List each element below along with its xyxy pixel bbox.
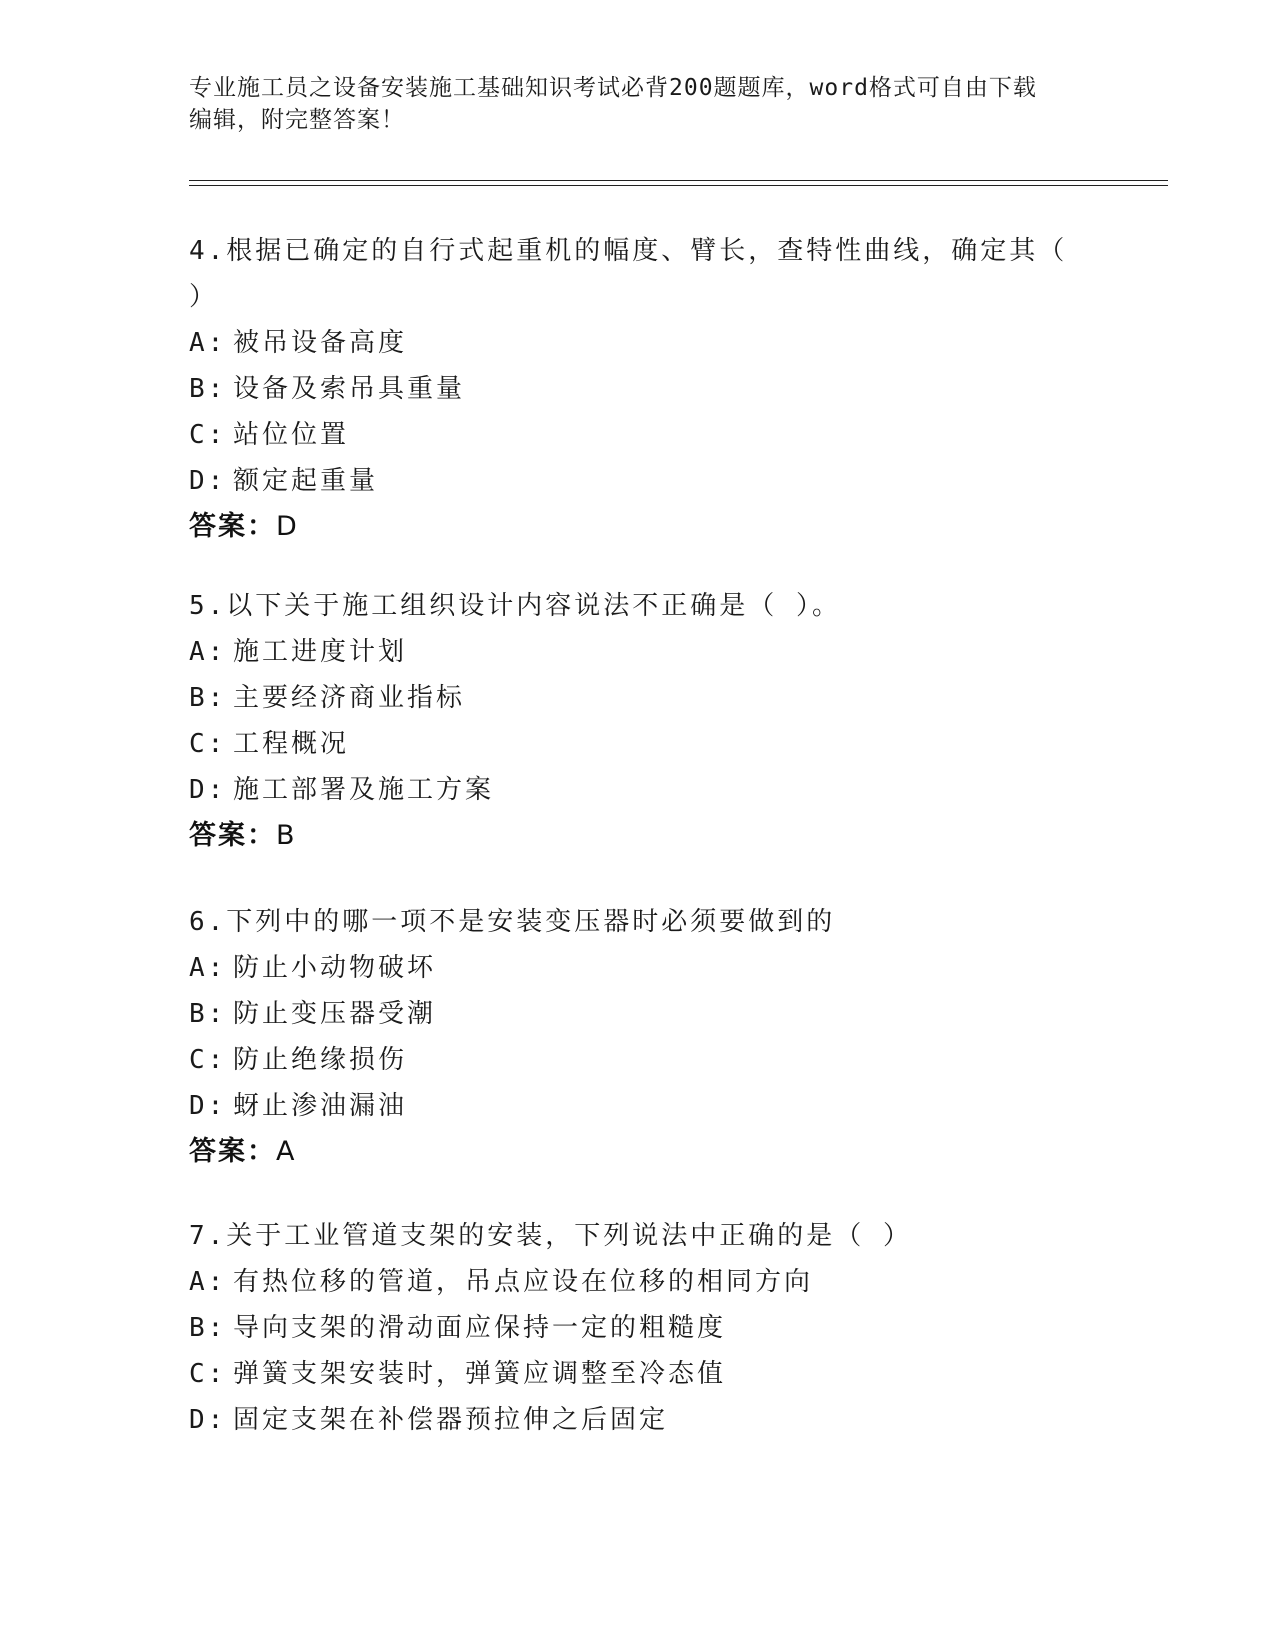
option-key: D: bbox=[189, 466, 227, 496]
option-b bbox=[189, 675, 1089, 721]
option-key: B: bbox=[189, 683, 227, 713]
option-text: 施工进度计划 bbox=[233, 637, 408, 667]
option-a bbox=[189, 629, 1089, 675]
answer-label: 答案： bbox=[189, 511, 276, 542]
answer-value: B bbox=[276, 820, 297, 851]
option-text: 施工部署及施工方案 bbox=[233, 775, 495, 805]
answer-value: A bbox=[276, 1136, 297, 1167]
option-key: C: bbox=[189, 729, 227, 759]
question-4 bbox=[189, 228, 1089, 550]
option-text: 被吊设备高度 bbox=[233, 328, 408, 358]
answer-line bbox=[189, 1129, 1089, 1175]
option-key: C: bbox=[189, 420, 227, 450]
option-text: 有热位移的管道，吊点应设在位移的相同方向 bbox=[233, 1267, 814, 1297]
option-text: 弹簧支架安装时，弹簧应调整至冷态值 bbox=[233, 1359, 727, 1389]
option-key: A: bbox=[189, 953, 227, 983]
answer-line bbox=[189, 504, 1089, 550]
question-stem: 5.以下关于施工组织设计内容说法不正确是（ ）。 bbox=[189, 591, 841, 621]
option-text: 设备及索吊具重量 bbox=[233, 374, 466, 404]
option-text: 主要经济商业指标 bbox=[233, 683, 466, 713]
answer-label: 答案： bbox=[189, 1136, 276, 1167]
header-divider-bottom bbox=[189, 185, 1168, 186]
option-text: 站位位置 bbox=[233, 420, 350, 450]
document-header bbox=[189, 72, 1089, 136]
option-text: 工程概况 bbox=[233, 729, 350, 759]
option-a bbox=[189, 1259, 1089, 1305]
option-d bbox=[189, 1397, 1089, 1443]
header-line-1: 专业施工员之设备安装施工基础知识考试必背200题题库，word格式可自由下载 bbox=[189, 75, 1037, 101]
header-line-2: 编辑，附完整答案！ bbox=[189, 107, 405, 133]
option-c bbox=[189, 1351, 1089, 1397]
option-c bbox=[189, 412, 1089, 458]
option-key: B: bbox=[189, 374, 227, 404]
option-key: A: bbox=[189, 1267, 227, 1297]
option-b bbox=[189, 366, 1089, 412]
option-d bbox=[189, 458, 1089, 504]
option-a bbox=[189, 320, 1089, 366]
option-key: B: bbox=[189, 999, 227, 1029]
option-text: 防止小动物破坏 bbox=[233, 953, 437, 983]
option-key: D: bbox=[189, 775, 227, 805]
option-text: 防止变压器受潮 bbox=[233, 999, 437, 1029]
question-5 bbox=[189, 583, 1089, 859]
option-text: 导向支架的滑动面应保持一定的粗糙度 bbox=[233, 1313, 727, 1343]
option-key: A: bbox=[189, 637, 227, 667]
option-c bbox=[189, 1037, 1089, 1083]
option-key: A: bbox=[189, 328, 227, 358]
option-b bbox=[189, 991, 1089, 1037]
option-d bbox=[189, 1083, 1089, 1129]
option-key: C: bbox=[189, 1359, 227, 1389]
option-c bbox=[189, 721, 1089, 767]
option-text: 额定起重量 bbox=[233, 466, 379, 496]
header-divider-top bbox=[189, 180, 1168, 181]
answer-label: 答案： bbox=[189, 820, 276, 851]
question-stem: 6.下列中的哪一项不是安装变压器时必须要做到的 bbox=[189, 907, 836, 937]
question-6 bbox=[189, 899, 1089, 1175]
option-key: D: bbox=[189, 1405, 227, 1435]
option-text: 防止绝缘损伤 bbox=[233, 1045, 408, 1075]
option-text: 蚜止渗油漏油 bbox=[233, 1091, 408, 1121]
option-key: D: bbox=[189, 1091, 227, 1121]
option-text: 固定支架在补偿器预拉伸之后固定 bbox=[233, 1405, 669, 1435]
option-key: C: bbox=[189, 1045, 227, 1075]
question-7 bbox=[189, 1213, 1089, 1443]
option-d bbox=[189, 767, 1089, 813]
answer-line bbox=[189, 813, 1089, 859]
question-stem: 4.根据已确定的自行式起重机的幅度、臂长，查特性曲线，确定其（ bbox=[189, 236, 1068, 266]
answer-value: D bbox=[276, 511, 299, 542]
option-b bbox=[189, 1305, 1089, 1351]
option-key: B: bbox=[189, 1313, 227, 1343]
option-a bbox=[189, 945, 1089, 991]
question-stem: 7.关于工业管道支架的安装，下列说法中正确的是（ ） bbox=[189, 1221, 912, 1251]
question-stem-continued: ） bbox=[189, 282, 219, 312]
